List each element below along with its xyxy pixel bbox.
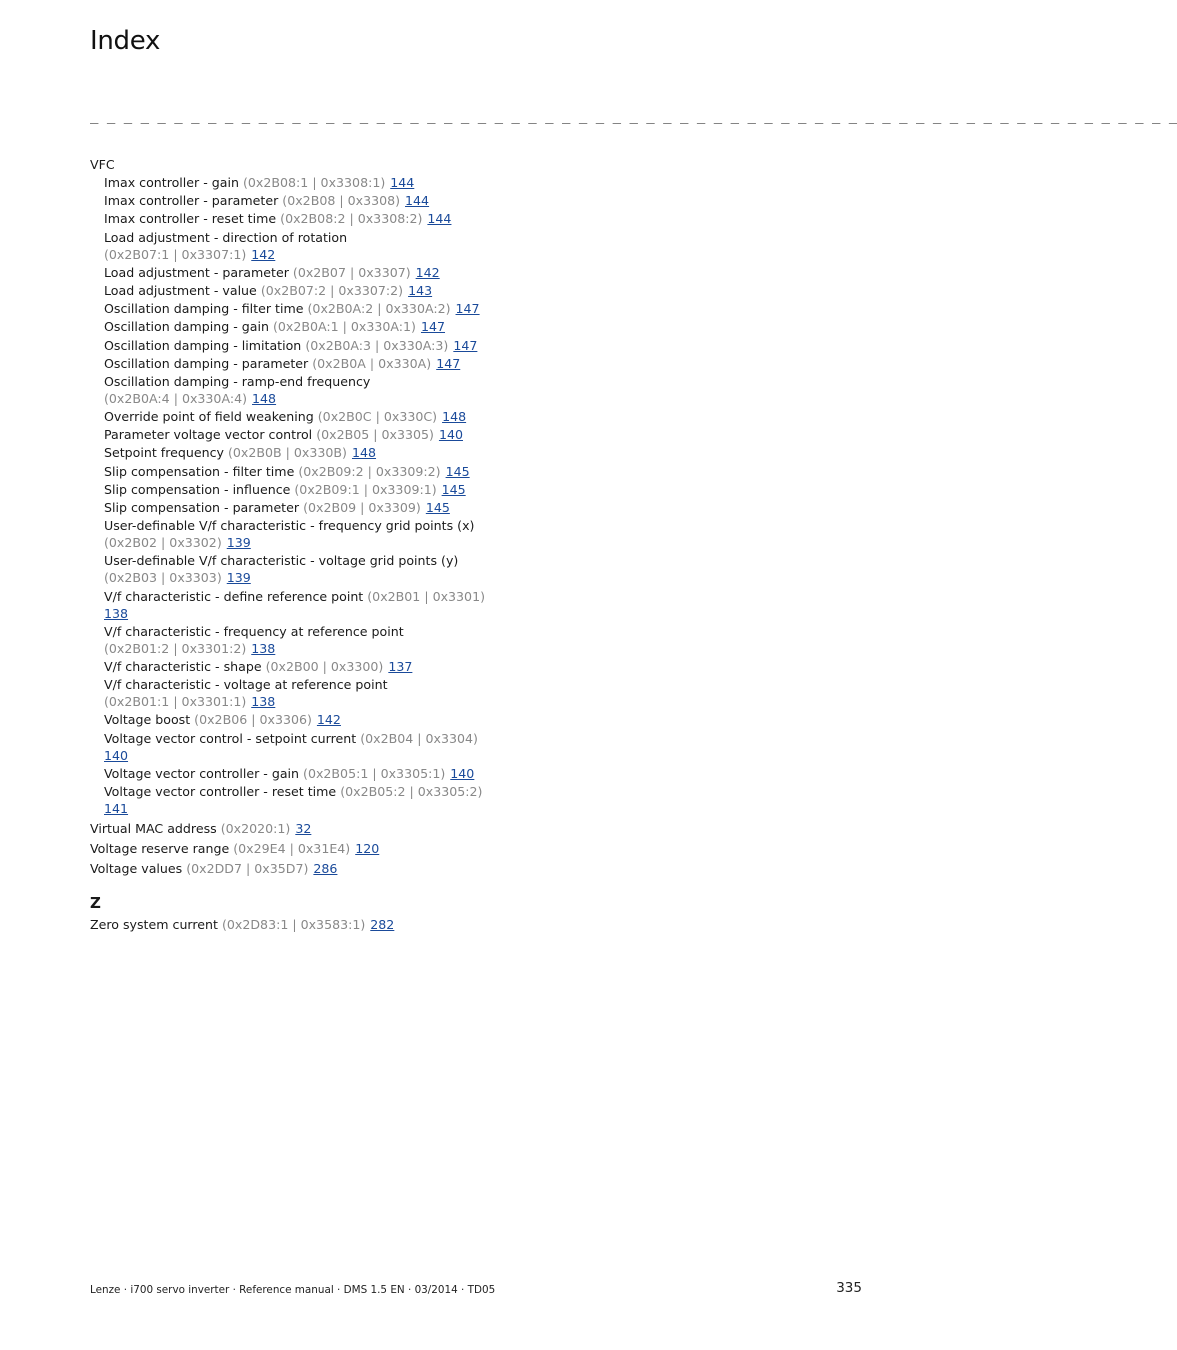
entry-codes: (0x2B02 | 0x3302) [104,535,222,551]
entry-name: Slip compensation - filter time [104,463,295,479]
page-link[interactable]: 282 [370,916,395,932]
entry-name: Voltage vector controller - gain [104,765,300,781]
index-subentry [90,588,490,622]
entry-name: Voltage vector control - setpoint current [104,730,357,746]
entry-codes: (0x2B06 | 0x3306) [194,712,312,728]
entry-name: Voltage vector controller - reset time [104,783,337,799]
page-link[interactable]: 286 [313,860,338,876]
entry-codes: (0x2B07 | 0x3307) [292,264,411,280]
page-link[interactable]: 145 [441,481,466,497]
index-subentry [90,481,490,498]
header-separator: _ _ _ _ _ _ _ _ _ _ _ _ _ _ _ _ _ _ _ _ _ _ _ _ _ _ _ _ _ _ _ _ _ _ _ _ _ _ _ _ _ _ _ _ _ _ _ _ _ _ _ _ _ _ _ _ _ _ _ _ _ _ _ _ _ [90,108,1177,124]
index-subentry [90,426,490,443]
index-subentry [90,300,490,317]
entry-name: Zero system current [90,916,218,932]
entry-name: Load adjustment - direction of rotation [104,229,348,245]
section-letter-heading: Z [90,893,101,912]
page-link[interactable]: 142 [316,712,341,728]
entry-codes: (0x2B05 | 0x3305) [316,427,434,443]
entry-codes: (0x29E4 | 0x31E4) [233,840,351,856]
entry-name: Slip compensation - parameter [104,500,300,515]
entry-name: Oscillation damping - gain [104,319,269,335]
index-subentry [90,373,490,407]
index-subentry [90,337,490,354]
index-entry [90,840,490,857]
entry-name: V/f characteristic - frequency at reference point [104,623,404,639]
entry-codes: (0x2B08:2 | 0x3308:2) [280,211,423,227]
index-subentry [90,711,490,728]
entry-name: Load adjustment - value [104,282,257,298]
entry-name: Imax controller - gain [104,175,239,190]
index-subentry [90,192,490,209]
entry-name: Virtual MAC address [90,820,217,836]
entry-codes: (0x2B0A | 0x330A) [312,355,432,371]
entry-name: Oscillation damping - filter time [104,301,304,317]
index-list [90,154,490,934]
page-link[interactable]: 148 [252,390,277,406]
index-subentry [90,517,490,551]
index-subentry [90,355,490,372]
entry-name: Imax controller - parameter [104,193,279,209]
page-link[interactable]: 148 [351,445,377,461]
index-subentry [90,264,490,281]
page-link[interactable]: 120 [355,840,380,856]
page-link[interactable]: 137 [388,658,413,674]
page-link[interactable]: 142 [415,264,440,280]
page-link[interactable]: 144 [427,211,452,227]
entry-codes: (0x2B0A:4 | 0x330A:4) [104,390,248,406]
page-link[interactable]: 145 [425,500,450,515]
entry-codes: (0x2B03 | 0x3303) [104,570,222,586]
entry-name: Parameter voltage vector control [104,427,313,443]
index-subentry [90,552,490,586]
page-link[interactable]: 142 [251,246,276,262]
page-number: 335 [836,1280,862,1296]
index-subentry [90,318,490,335]
entry-name: User-definable V/f characteristic - voltage grid points (y) [104,553,459,569]
entry-name: Voltage values [90,860,183,876]
entry-codes: (0x2B0C | 0x330C) [317,409,438,425]
index-subentry [90,765,490,782]
entry-name: V/f characteristic - define reference point [104,588,364,604]
entry-name: Oscillation damping - parameter [104,355,309,371]
page-link[interactable]: 145 [445,463,470,479]
entry-name: V/f characteristic - shape [104,658,262,674]
entry-codes: (0x2B04 | 0x3304) [360,730,478,746]
index-entry [90,860,490,877]
entry-name: Oscillation damping - ramp-end frequency [104,373,371,389]
entry-codes: (0x2020:1) [220,820,291,836]
entry-codes: (0x2B09:1 | 0x3309:1) [294,481,437,497]
index-subentry [90,783,490,817]
entry-name: Imax controller - reset time [104,211,277,227]
index-subentry [90,408,490,425]
entry-name: Load adjustment - parameter [104,264,289,280]
entry-name: V/f characteristic - voltage at reference point [104,677,388,693]
index-subentry [90,174,490,191]
entry-codes: (0x2B0B | 0x330B) [227,445,347,461]
page-link[interactable]: 138 [251,694,276,710]
entry-codes: (0x2B07:2 | 0x3307:2) [260,282,404,298]
entry-codes: (0x2B01 | 0x3301) [367,588,485,604]
page-link[interactable]: 140 [104,747,129,763]
entry-codes: (0x2B07:1 | 0x3307:1) [104,246,247,262]
page-link[interactable]: 139 [226,570,251,586]
entry-codes: (0x2D83:1 | 0x3583:1) [221,916,366,932]
index-subentry [90,499,490,516]
page-title: Index [90,26,161,56]
index-subentry [90,210,490,227]
entry-name: Voltage boost [104,712,191,728]
page-link[interactable]: 140 [438,427,463,443]
entry-codes: (0x2B01:2 | 0x3301:2) [104,640,247,656]
entry-codes: (0x2DD7 | 0x35D7) [186,860,309,876]
entry-codes: (0x2B01:1 | 0x3301:1) [104,694,247,710]
index-subentry [90,282,490,299]
page-link[interactable]: 139 [226,535,251,551]
index-subentry [90,463,490,480]
index-subentry [90,444,490,461]
entry-name: User-definable V/f characteristic - frequency grid points (x) [104,518,475,534]
entry-name: Override point of field weakening [104,409,314,425]
footer-text: Lenze · i700 servo inverter · Reference manual · DMS 1.5 EN · 03/2014 · TD05 [90,1284,496,1296]
entry-codes: (0x2B08 | 0x3308) [282,193,401,209]
index-subentry [90,730,490,764]
entry-name: Oscillation damping - limitation [104,337,302,353]
entry-codes: (0x2B05:1 | 0x3305:1) [303,765,446,781]
page-link[interactable]: 147 [420,319,446,335]
entry-codes: (0x2B0A:2 | 0x330A:2) [307,301,451,317]
entry-codes: (0x2B00 | 0x3300) [265,658,384,674]
page-link[interactable]: 147 [455,301,480,317]
index-entry [90,916,490,933]
page-link[interactable]: 141 [104,800,129,816]
page-link[interactable]: 138 [251,640,276,656]
entry-codes: (0x2B0A:1 | 0x330A:1) [272,319,416,335]
entry-name: Slip compensation - influence [104,481,291,497]
index-entry [90,820,490,837]
index-subentry [90,658,490,675]
page-link[interactable]: 144 [390,175,415,190]
entry-codes: (0x2B05:2 | 0x3305:2) [340,783,483,799]
entry-codes: (0x2B0A:3 | 0x330A:3) [305,337,449,353]
index-subentry [90,676,490,710]
entry-name: Voltage reserve range [90,840,230,856]
page-link[interactable]: 147 [453,337,478,353]
page-link[interactable]: 143 [408,282,433,298]
page-link[interactable]: 140 [450,765,475,781]
entry-codes: (0x2B08:1 | 0x3308:1) [243,175,386,190]
index-group-label: VFC [90,157,115,172]
page-link[interactable]: 32 [295,820,312,836]
index-subentry [90,229,490,263]
vfc-subentries [90,174,490,817]
page-link[interactable]: 144 [405,193,430,209]
index-subentry [90,623,490,657]
entry-codes: (0x2B09:2 | 0x3309:2) [298,463,441,479]
page-link[interactable]: 147 [436,355,461,371]
entry-name: Setpoint frequency [104,445,224,461]
page-link[interactable]: 148 [442,409,467,425]
entry-codes: (0x2B09 | 0x3309) [303,500,421,515]
page-link[interactable]: 138 [104,605,129,621]
